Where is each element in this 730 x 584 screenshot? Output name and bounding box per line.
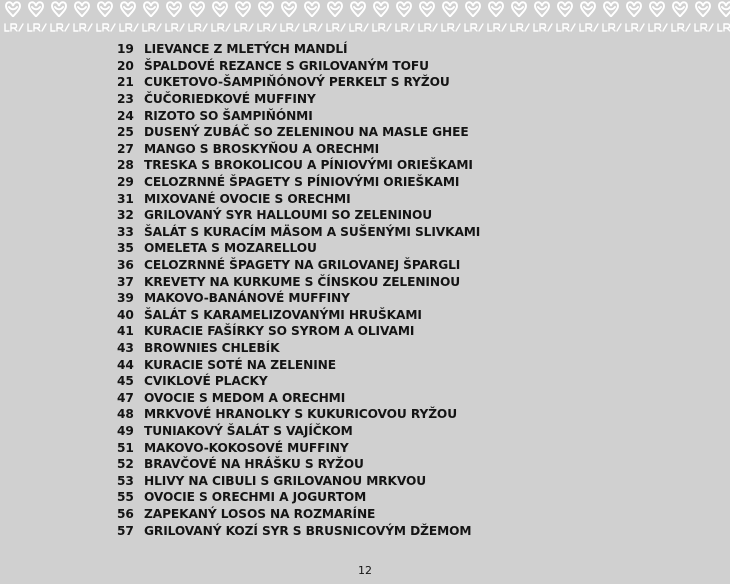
recipe-entry (117, 323, 480, 340)
recipe-title: BRAVČOVÉ NA HRÁŠKU S RYŽOU (144, 457, 364, 472)
recipe-page-number: 21 (117, 75, 134, 90)
recipe-entry (117, 406, 480, 423)
recipe-title: MIXOVANÉ OVOCIE S ORECHMI (144, 191, 351, 206)
recipe-page-number: 31 (117, 191, 134, 206)
page-number: 12 (358, 564, 372, 577)
recipe-entry (117, 356, 480, 373)
recipe-page-number: 49 (117, 423, 134, 438)
recipe-title: MANGO S BROSKYŇOU A ORECHMI (144, 141, 380, 156)
recipe-page-number: 28 (117, 158, 134, 173)
recipe-page-number: 47 (117, 390, 134, 405)
recipe-entry (117, 373, 480, 390)
recipe-page-number: 32 (117, 208, 134, 223)
recipe-entry (117, 190, 480, 207)
recipe-entry (117, 58, 480, 75)
recipe-entry (117, 340, 480, 357)
recipe-title: ČUČORIEDKOVÉ MUFFINY (144, 92, 316, 107)
recipe-entry (117, 74, 480, 91)
recipe-title: CELOZRNNÉ ŠPAGETY S PÍNIOVÝMI ORIEŠKAMI (144, 175, 460, 190)
recipe-entry (117, 472, 480, 489)
recipe-page-number: 33 (117, 224, 134, 239)
recipe-page-number: 55 (117, 490, 134, 505)
recipe-entry (117, 107, 480, 124)
recipe-entry (117, 207, 480, 224)
recipe-entry (117, 389, 480, 406)
recipe-title: BROWNIES CHLEBÍK (144, 340, 280, 355)
recipe-page-number: 57 (117, 523, 134, 538)
recipe-entry (117, 307, 480, 324)
recipe-page-number: 36 (117, 258, 134, 273)
recipe-page-number: 44 (117, 357, 134, 372)
recipe-title: GRILOVANÝ KOZÍ SYR S BRUSNICOVÝM DŽEMOM (144, 523, 472, 538)
recipe-entry (117, 157, 480, 174)
recipe-title: ŠPALDOVÉ REZANCE S GRILOVANÝM TOFU (144, 58, 429, 73)
recipe-entry (117, 141, 480, 158)
recipe-page-number: 48 (117, 407, 134, 422)
recipe-title: OMELETA S MOZARELLOU (144, 241, 317, 256)
recipe-title: GRILOVANÝ SYR HALLOUMI SO ZELENINOU (144, 208, 433, 223)
recipe-page-number: 51 (117, 440, 134, 455)
recipe-title: ZAPEKANÝ LOSOS NA ROZMARÍNE (144, 506, 376, 521)
recipe-page-number: 41 (117, 324, 134, 339)
recipe-title: CELOZRNNÉ ŠPAGETY NA GRILOVANEJ ŠPARGLI (144, 258, 461, 273)
recipe-entry (117, 174, 480, 191)
recipe-title: ŠALÁT S KARAMELIZOVANÝMI HRUŠKAMI (144, 307, 422, 322)
recipe-title: MAKOVO-BANÁNOVÉ MUFFINY (144, 291, 350, 306)
recipe-entry (117, 489, 480, 506)
recipe-title: HLIVY NA CIBULI S GRILOVANOU MRKVOU (144, 473, 427, 488)
recipe-page-number: 56 (117, 506, 134, 521)
recipe-entry (117, 240, 480, 257)
recipe-page-number: 53 (117, 473, 134, 488)
recipe-entry (117, 439, 480, 456)
recipe-page-number: 24 (117, 108, 134, 123)
recipe-title: CVIKLOVÉ PLACKY (144, 374, 268, 389)
recipe-page-number: 45 (117, 374, 134, 389)
recipe-page-number: 52 (117, 457, 134, 472)
recipe-title: DUSENÝ ZUBÁČ SO ZELENINOU NA MASLE GHEE (144, 125, 469, 140)
recipe-entry (117, 522, 480, 539)
recipe-page-number: 25 (117, 125, 134, 140)
recipe-page-number: 20 (117, 58, 134, 73)
recipe-title: RIZOTO SO ŠAMPIŇÓNMI (144, 108, 313, 123)
recipe-page-number: 27 (117, 141, 134, 156)
recipe-entry (117, 506, 480, 523)
recipe-entry (117, 91, 480, 108)
recipe-index-list (117, 41, 480, 539)
recipe-title: OVOCIE S ORECHMI A JOGURTOM (144, 490, 367, 505)
recipe-entry (117, 290, 480, 307)
recipe-page-number: 43 (117, 340, 134, 355)
recipe-page-number: 39 (117, 291, 134, 306)
recipe-title: LIEVANCE Z MLETÝCH MANDLÍ (144, 42, 348, 57)
leaf-pattern-icon (0, 0, 730, 36)
recipe-page-number: 19 (117, 42, 134, 57)
recipe-entry (117, 124, 480, 141)
recipe-title: TRESKA S BROKOLICOU A PÍNIOVÝMI ORIEŠKAMI (144, 158, 473, 173)
recipe-entry (117, 273, 480, 290)
recipe-entry (117, 224, 480, 241)
decorative-header-pattern (0, 0, 730, 36)
recipe-page-number: 40 (117, 307, 134, 322)
recipe-title: TUNIAKOVÝ ŠALÁT S VAJÍČKOM (144, 423, 353, 438)
recipe-title: KURACIE SOTÉ NA ZELENINE (144, 357, 336, 372)
recipe-page-number: 37 (117, 274, 134, 289)
recipe-entry (117, 41, 480, 58)
recipe-title: KURACIE FAŠÍRKY SO SYROM A OLIVAMI (144, 324, 415, 339)
recipe-title: ŠALÁT S KURACÍM MÄSOM A SUŠENÝMI SLIVKAMI (144, 224, 481, 239)
recipe-entry (117, 423, 480, 440)
recipe-entry (117, 456, 480, 473)
recipe-page-number: 23 (117, 92, 134, 107)
recipe-entry (117, 257, 480, 274)
recipe-title: KREVETY NA KURKUME S ČÍNSKOU ZELENINOU (144, 274, 461, 289)
recipe-title: MRKVOVÉ HRANOLKY S KUKURICOVOU RYŽOU (144, 407, 457, 422)
recipe-title: OVOCIE S MEDOM A ORECHMI (144, 390, 346, 405)
recipe-title: MAKOVO-KOKOSOVÉ MUFFINY (144, 440, 349, 455)
recipe-page-number: 29 (117, 175, 134, 190)
recipe-title: CUKETOVO-ŠAMPIŇÓNOVÝ PERKELT S RYŽOU (144, 75, 450, 90)
recipe-page-number: 35 (117, 241, 134, 256)
